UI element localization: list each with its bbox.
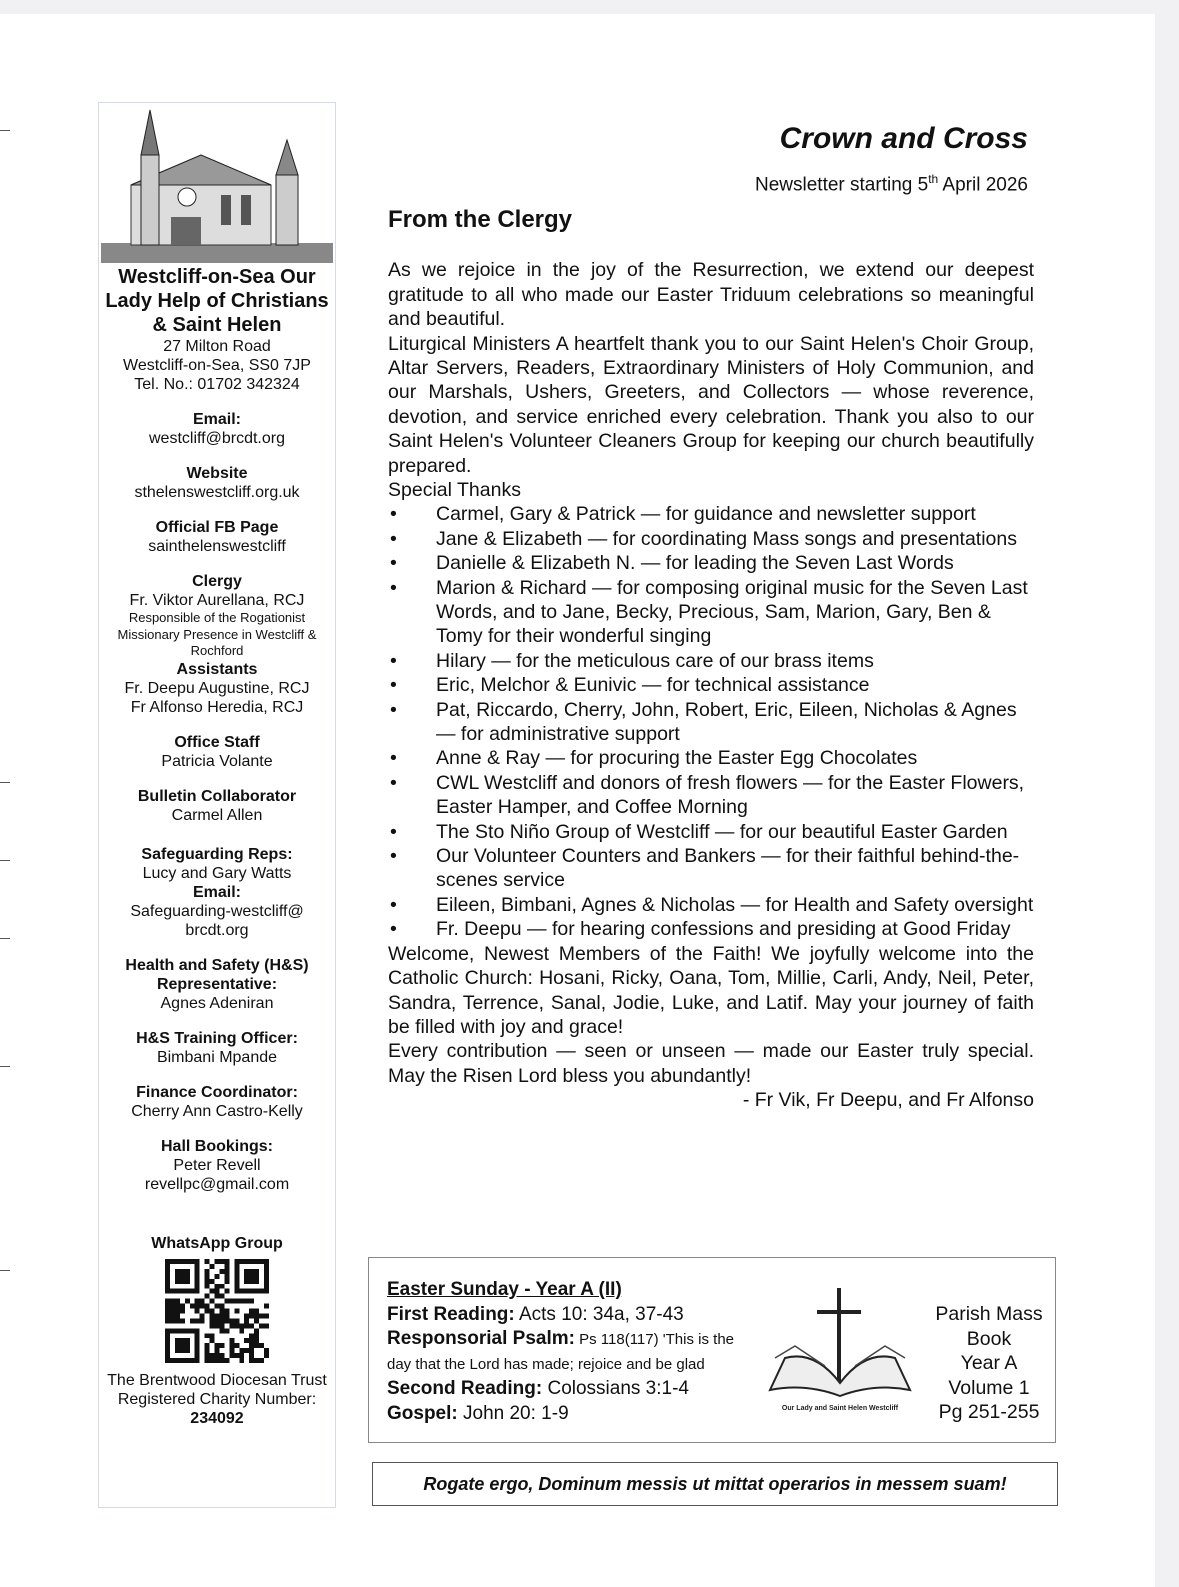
hs-training-officer: Bimbani Mpande bbox=[156, 1048, 278, 1066]
hs-rep: Agnes Adeniran bbox=[160, 994, 274, 1012]
book-line: Volume 1 bbox=[948, 1376, 1030, 1399]
svg-text:Our Lady and Saint Helen Westc: Our Lady and Saint Helen Westcliff bbox=[781, 1405, 899, 1412]
list-item: • Marion & Richard — for composing original music for the Seven Last Words, and to Jane, Becky, Precious, Sam, Marion, Gary, Ben & Tomy for their wonderful singing bbox=[388, 576, 1034, 649]
list-item: • Danielle & Elizabeth N. — for leading the Seven Last Words bbox=[388, 551, 1034, 575]
list-item: • Eric, Melchor & Eunivic — for technical assistance bbox=[388, 673, 1034, 697]
website-label: Website bbox=[186, 465, 248, 482]
phone-number: Tel. No.: 01702 342324 bbox=[134, 376, 300, 393]
signature: - Fr Vik, Fr Deepu, and Fr Alfonso bbox=[742, 1089, 1034, 1112]
prev-page-mark bbox=[0, 1066, 10, 1067]
psalm-text: day that the Lord has made; rejoice and be glad bbox=[387, 1355, 705, 1373]
first-reading: First Reading: Acts 10: 34a, 37-43 bbox=[387, 1303, 684, 1325]
office-label: Office Staff bbox=[174, 733, 260, 751]
finance-label: Finance Coordinator: bbox=[136, 1083, 298, 1101]
clergy-role: Responsible of the Rogationist Missionary Presence in Westcliff & Rochford bbox=[117, 610, 317, 658]
book-line: Year A bbox=[960, 1352, 1018, 1374]
hs-label: Health and Safety (H&S) Representative: bbox=[125, 956, 309, 993]
clergy-name: Fr. Viktor Aurellana, RCJ bbox=[129, 592, 305, 609]
assistants-label: Assistants bbox=[176, 660, 258, 678]
psalm: Responsorial Psalm: Ps 118(117) 'This is the bbox=[387, 1328, 734, 1350]
parish-name: Westcliff-on-Sea Our Lady Help of Christians & Saint Helen bbox=[105, 266, 329, 336]
second-reading: Second Reading: Colossians 3:1-4 bbox=[387, 1378, 689, 1400]
list-item: • Carmel, Gary & Patrick — for guidance and newsletter support bbox=[388, 502, 1034, 526]
prev-page-mark bbox=[0, 860, 10, 861]
readings-box bbox=[368, 1257, 1056, 1443]
book-line: Parish Mass bbox=[935, 1303, 1043, 1325]
website-link[interactable]: sthelenswestcliff.org.uk bbox=[134, 484, 300, 501]
address-line: Westcliff-on-Sea, SS0 7JP bbox=[123, 357, 311, 374]
hall-email[interactable]: revellpc@gmail.com bbox=[144, 1175, 290, 1193]
book-line: Book bbox=[966, 1327, 1012, 1350]
clergy-label: Clergy bbox=[192, 573, 242, 590]
book-line: Pg 251-255 bbox=[938, 1401, 1040, 1423]
assistant-name: Fr. Deepu Augustine, RCJ bbox=[124, 679, 310, 697]
list-item: • The Sto Niño Group of Westcliff — for our beautiful Easter Garden bbox=[388, 820, 1034, 844]
sg-email-label: Email: bbox=[192, 883, 241, 901]
list-item: • Eileen, Bimbani, Agnes & Nicholas — for Health and Safety oversight bbox=[388, 893, 1034, 917]
thanks-list bbox=[388, 502, 1034, 941]
safeguarding-label: Safeguarding Reps: bbox=[141, 845, 293, 863]
whatsapp-label: WhatsApp Group bbox=[151, 1234, 283, 1252]
prev-page-mark bbox=[0, 782, 10, 783]
paragraph: Liturgical Ministers A heartfelt thank you to our Saint Helen's Choir Group, Altar Servers, Readers, Extraordinary Ministers of Holy Communion, and our Marshals, Ushers, Greeters, and Collectors — whose reverence, devotion, and service enriched every celebration. Thank you also to our Saint Helen's Volunteer Cleaners Group for keeping our church beautifully prepared. bbox=[388, 332, 1034, 477]
list-item: • Hilary — for the meticulous care of our brass items bbox=[388, 649, 1034, 673]
hall-contact: Peter Revell bbox=[173, 1156, 261, 1174]
safeguarding-reps: Lucy and Gary Watts bbox=[142, 864, 292, 882]
assistant-name: Fr Alfonso Heredia, RCJ bbox=[130, 698, 304, 716]
fb-label: Official FB Page bbox=[155, 519, 279, 536]
email-link[interactable]: westcliff@brcdt.org bbox=[149, 430, 285, 447]
bulletin-collaborator: Carmel Allen bbox=[171, 806, 263, 824]
newsletter-title: Crown and Cross bbox=[779, 122, 1028, 155]
safeguarding-email[interactable]: Safeguarding-westcliff@ brcdt.org bbox=[130, 902, 304, 939]
prev-page-mark bbox=[0, 1270, 10, 1271]
hall-label: Hall Bookings: bbox=[160, 1137, 273, 1155]
readings-title: Easter Sunday - Year A (II) bbox=[387, 1279, 622, 1300]
address-line: 27 Milton Road bbox=[163, 338, 271, 355]
clergy-message bbox=[388, 258, 1034, 1112]
email-label: Email: bbox=[192, 411, 241, 428]
paragraph: Every contribution — seen or unseen — made our Easter truly special. May the Risen Lord bless you abundantly! bbox=[388, 1040, 1034, 1087]
newsletter-page bbox=[0, 14, 1155, 1587]
list-item: • Our Volunteer Counters and Bankers — for their faithful behind-the-scenes service bbox=[388, 844, 1034, 893]
prev-page-mark bbox=[0, 130, 10, 131]
parish-info-sidebar bbox=[98, 102, 336, 1508]
church-illustration bbox=[101, 105, 333, 263]
bulletin-label: Bulletin Collaborator bbox=[137, 787, 297, 805]
office-staff: Patricia Volante bbox=[161, 752, 273, 770]
hs-training-label: H&S Training Officer: bbox=[136, 1029, 298, 1047]
finance-coordinator: Cherry Ann Castro-Kelly bbox=[131, 1102, 303, 1120]
fb-page: sainthelenswestcliff bbox=[148, 538, 286, 555]
list-item: • Anne & Ray — for procuring the Easter Egg Chocolates bbox=[388, 746, 1034, 770]
charity-number: 234092 bbox=[190, 1409, 244, 1427]
list-item: • Fr. Deepu — for hearing confessions and presiding at Good Friday bbox=[388, 917, 1034, 941]
main-column bbox=[388, 114, 1034, 1113]
paragraph: Welcome, Newest Members of the Faith! We joyfully welcome into the Catholic Church: Hosani, Ricky, Oana, Tom, Millie, Carli, Andy, Neil, Peter, Sandra, Terrence, Sanal, Jodie, Luke, and Latif. May your journey of faith be filled with joy and grace! bbox=[388, 942, 1034, 1038]
motto-banner: Rogate ergo, Dominum messis ut mittat operarios in messem suam! bbox=[372, 1462, 1058, 1506]
whatsapp-qr-code[interactable] bbox=[165, 1259, 269, 1363]
cross-bible-logo bbox=[765, 1288, 915, 1418]
paragraph: As we rejoice in the joy of the Resurrection, we extend our deepest gratitude to all who made our Easter Triduum celebrations so meaningful and beautiful. bbox=[388, 259, 1034, 331]
list-item: • CWL Westcliff and donors of fresh flowers — for the Easter Flowers, Easter Hamper, and Coffee Morning bbox=[388, 771, 1034, 820]
gospel: Gospel: John 20: 1-9 bbox=[387, 1402, 569, 1424]
newsletter-date: Newsletter starting 5th April 2026 bbox=[755, 172, 1028, 196]
list-item: • Pat, Riccardo, Cherry, John, Robert, Eric, Eileen, Nicholas & Agnes — for administrative support bbox=[388, 698, 1034, 747]
charity-text: The Brentwood Diocesan Trust Registered Charity Number: bbox=[107, 1371, 327, 1408]
paragraph: Special Thanks bbox=[388, 478, 521, 501]
section-heading: From the Clergy bbox=[388, 206, 573, 234]
mass-book-reference bbox=[929, 1302, 1049, 1425]
list-item: • Jane & Elizabeth — for coordinating Mass songs and presentations bbox=[388, 527, 1034, 551]
prev-page-mark bbox=[0, 938, 10, 939]
